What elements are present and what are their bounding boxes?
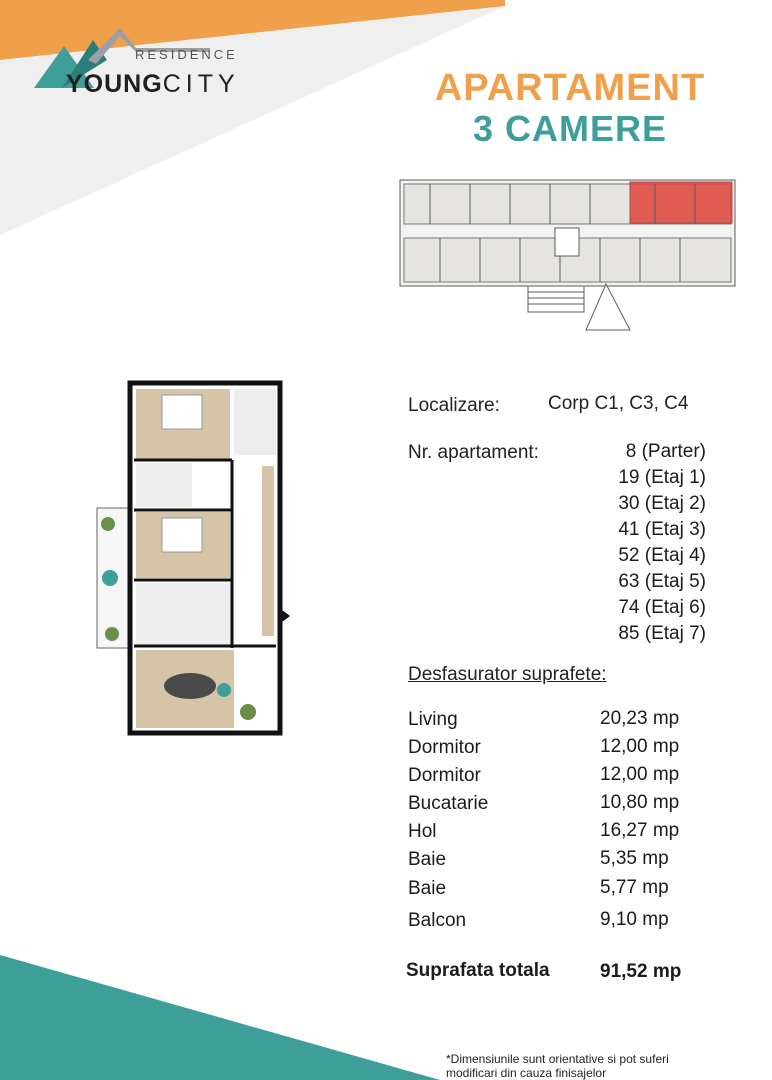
surface-name: Hol xyxy=(408,821,437,842)
apartments-label: Nr. apartament: xyxy=(408,442,539,463)
apartment-item: 30 (Etaj 2) xyxy=(618,493,706,514)
surface-value: 5,35 mp xyxy=(600,848,669,869)
teal-bottom-band xyxy=(0,955,440,1080)
surfaces-heading: Desfasurator suprafete: xyxy=(408,664,607,685)
surface-name: Bucatarie xyxy=(408,793,489,814)
location-value: Corp C1, C3, C4 xyxy=(548,393,689,414)
surface-value: 10,80 mp xyxy=(600,792,680,813)
title-line1: APARTAMENT xyxy=(434,67,706,109)
apartment-item: 41 (Etaj 3) xyxy=(618,519,706,540)
footnote xyxy=(446,1052,746,1080)
surface-value: 12,00 mp xyxy=(600,764,680,785)
apartment-item: 74 (Etaj 6) xyxy=(618,597,706,618)
total-label: Suprafata totala xyxy=(406,960,550,981)
total-value: 91,52 mp xyxy=(600,961,682,982)
surface-value: 12,00 mp xyxy=(600,736,680,757)
footnote-line1: *Dimensiunile sunt orientative si pot suferi xyxy=(446,1052,669,1066)
footnote-line2: modificari din cauza finisajelor xyxy=(446,1066,607,1080)
surface-name: Dormitor xyxy=(408,737,481,758)
location-label: Localizare: xyxy=(408,395,500,416)
apartment-item: 85 (Etaj 7) xyxy=(618,623,706,644)
surface-name: Baie xyxy=(408,849,447,870)
logo-residence-text: RESIDENCE xyxy=(135,47,238,62)
surface-value: 20,23 mp xyxy=(600,708,680,729)
logo-name-bold: YOUNG xyxy=(66,70,163,98)
apartment-item: 19 (Etaj 1) xyxy=(618,467,706,488)
apartment-item: 63 (Etaj 5) xyxy=(618,571,706,592)
title-line2: 3 CAMERE xyxy=(472,108,668,149)
logo-name xyxy=(66,70,240,99)
surface-name: Dormitor xyxy=(408,765,481,786)
surface-value: 16,27 mp xyxy=(600,820,680,841)
apartment-item: 8 (Parter) xyxy=(625,441,706,462)
surface-name: Living xyxy=(408,709,458,730)
logo-name-light: CITY xyxy=(162,70,240,98)
surface-value: 9,10 mp xyxy=(600,909,669,930)
building-plan xyxy=(400,180,735,330)
surface-name: Baie xyxy=(408,878,447,899)
surface-name: Balcon xyxy=(408,910,467,931)
apartment-plan xyxy=(97,383,290,733)
apartment-item: 52 (Etaj 4) xyxy=(618,545,706,566)
surface-value: 5,77 mp xyxy=(600,877,669,898)
